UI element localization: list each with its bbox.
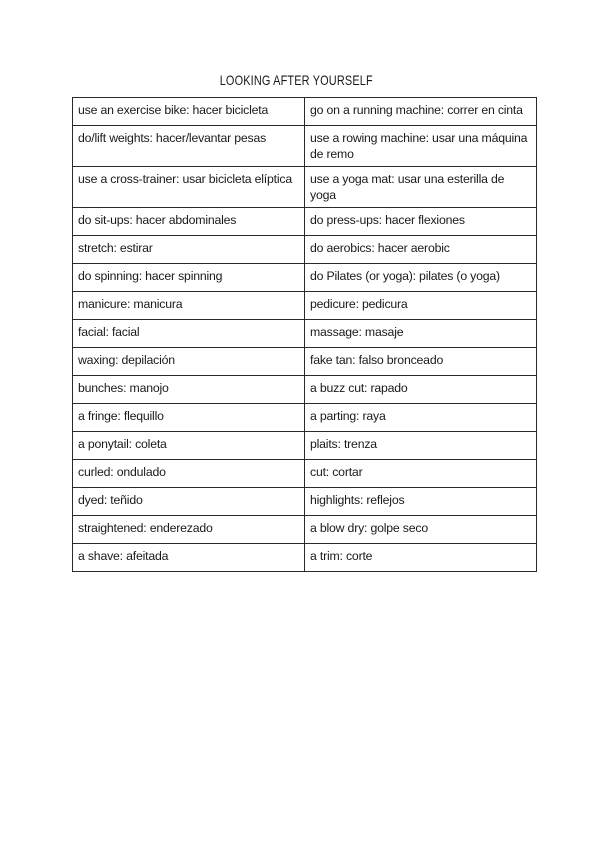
table-cell: do press-ups: hacer flexiones [305,208,537,236]
table-row [73,292,537,320]
table-cell: dyed: teñido [73,488,305,516]
table-cell: a fringe: flequillo [73,404,305,432]
table-row [73,348,537,376]
table-row [73,167,537,208]
table-cell: waxing: depilación [73,348,305,376]
table-cell: a ponytail: coleta [73,432,305,460]
table-cell: manicure: manicura [73,292,305,320]
table-cell: do aerobics: hacer aerobic [305,236,537,264]
table-cell: a buzz cut: rapado [305,376,537,404]
table-row [73,432,537,460]
table-cell: plaits: trenza [305,432,537,460]
table-cell: use a cross-trainer: usar bicicleta elíptica [73,167,305,208]
table-row [73,460,537,488]
table-cell: fake tan: falso bronceado [305,348,537,376]
table-row [73,376,537,404]
table-row [73,544,537,572]
table-row [73,516,537,544]
table-cell: stretch: estirar [73,236,305,264]
table-cell: do/lift weights: hacer/levantar pesas [73,126,305,167]
table-cell: facial: facial [73,320,305,348]
table-cell: highlights: reflejos [305,488,537,516]
table-cell: a parting: raya [305,404,537,432]
table-row [73,320,537,348]
page-title: LOOKING AFTER YOURSELF [219,72,373,88]
table-cell: a blow dry: golpe seco [305,516,537,544]
table-cell: bunches: manojo [73,376,305,404]
table-row [73,404,537,432]
table-cell: use a rowing machine: usar una máquina de remo [305,126,537,167]
table-cell: curled: ondulado [73,460,305,488]
table-row [73,264,537,292]
table-cell: go on a running machine: correr en cinta [305,98,537,126]
table-cell: straightened: enderezado [73,516,305,544]
table-cell: use a yoga mat: usar una esterilla de yoga [305,167,537,208]
vocabulary-table [72,97,537,572]
table-row [73,208,537,236]
table-cell: do sit-ups: hacer abdominales [73,208,305,236]
table-row [73,488,537,516]
table-cell: cut: cortar [305,460,537,488]
table-cell: a trim: corte [305,544,537,572]
table-cell: pedicure: pedicura [305,292,537,320]
table-cell: a shave: afeitada [73,544,305,572]
table-cell: use an exercise bike: hacer bicicleta [73,98,305,126]
table-row [73,98,537,126]
table-row [73,126,537,167]
table-cell: do Pilates (or yoga): pilates (o yoga) [305,264,537,292]
table-cell: massage: masaje [305,320,537,348]
table-cell: do spinning: hacer spinning [73,264,305,292]
table-row [73,236,537,264]
